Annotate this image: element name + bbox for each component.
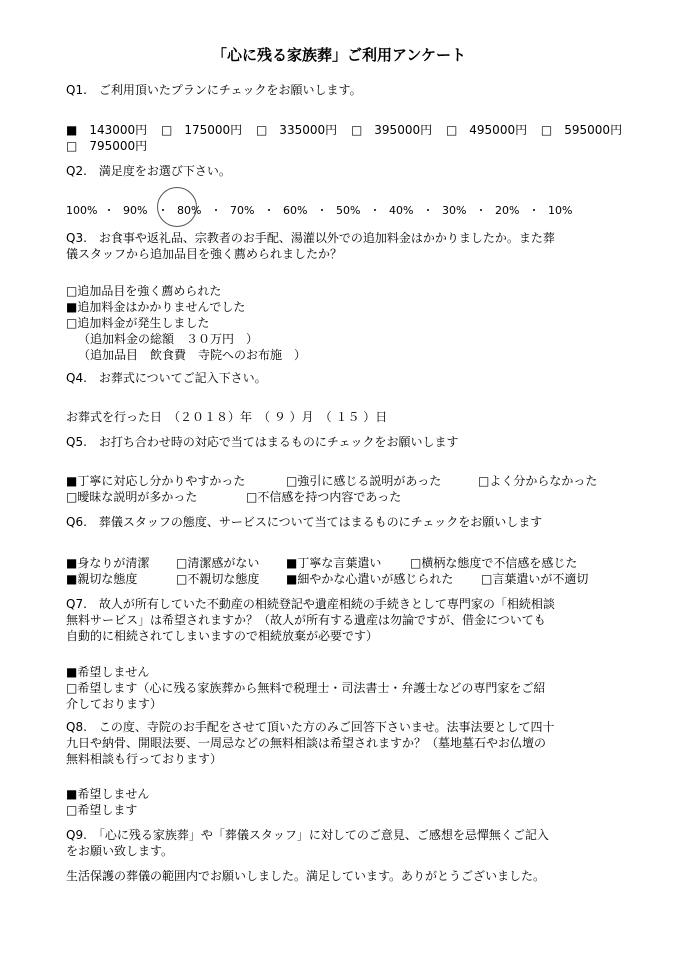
scale-100[interactable]: 100% xyxy=(66,204,98,217)
plan-option-595000[interactable]: □ 595000円 xyxy=(540,123,623,137)
scale-20[interactable]: 20% xyxy=(495,204,520,217)
q7-answer-no[interactable]: ■希望しません xyxy=(66,665,150,679)
scale-dot: ・ xyxy=(369,204,381,217)
scale-70[interactable]: 70% xyxy=(230,204,255,217)
plan-option-495000[interactable]: □ 495000円 xyxy=(445,123,528,137)
q3-question-line2: 儀スタッフから追加品目を強く薦められましたか？ xyxy=(66,247,343,261)
scale-dot: ・ xyxy=(528,204,540,217)
q8-question-line3: 無料相談も行っております） xyxy=(66,752,223,766)
scale-50[interactable]: 50% xyxy=(336,204,361,217)
scale-80[interactable]: 80% xyxy=(177,204,202,217)
scale-dot: ・ xyxy=(422,204,434,217)
scale-dot: ・ xyxy=(103,204,115,217)
q6-clean[interactable]: ■身なりが清潔 xyxy=(66,556,150,570)
scale-dot: ・ xyxy=(475,204,487,217)
scale-dot: ・ xyxy=(157,204,169,217)
q3-extra-total: （追加料金の総額 ３０万円 ） xyxy=(72,332,259,346)
q3-answer-no-extra[interactable]: ■追加料金はかかりませんでした xyxy=(66,300,246,314)
page-title: 「心に残る家族葬」ご利用アンケート xyxy=(211,46,467,64)
q9-answer[interactable]: 生活保護の葬儀の範囲内でお願いしました。満足しています。ありがとうございました。 xyxy=(66,869,546,883)
q5-question: Q5. お打ち合わせ時の対応で当てはまるものにチェックをお願いします xyxy=(66,435,459,449)
q6-unclean[interactable]: □清潔感がない xyxy=(176,556,260,570)
q5-unclear[interactable]: □よく分からなかった xyxy=(478,474,598,488)
q5-pushy[interactable]: □強引に感じる説明があった xyxy=(286,474,442,488)
satisfaction-scale xyxy=(66,203,578,219)
q3-answer-recommended[interactable]: □追加品目を強く薦められた xyxy=(66,284,222,298)
q5-polite[interactable]: ■丁寧に対応し分かりやすかった xyxy=(66,474,246,488)
q4-funeral-date[interactable]: お葬式を行った日 （２０１８）年 （ ９ ）月 （ １５ ）日 xyxy=(66,410,388,424)
scale-90[interactable]: 90% xyxy=(123,204,148,217)
q7-answer-yes-cont: 介しております） xyxy=(66,697,163,711)
q1-options-line1 xyxy=(66,122,632,138)
q3-extra-items: （追加品目 飲食費 寺院へのお布施 ） xyxy=(72,348,307,362)
q8-answer-no[interactable]: ■希望しません xyxy=(66,787,150,801)
q5-ambiguous[interactable]: □曖昧な説明が多かった xyxy=(66,490,198,504)
q7-question-line2: 無料サービス」は希望されますか？（故人が所有する遺産は勿論ですが、借金についても xyxy=(66,613,546,627)
q3-answer-extra[interactable]: □追加料金が発生しました xyxy=(66,316,210,330)
scale-dot: ・ xyxy=(316,204,328,217)
q6-attentive[interactable]: ■細やかな心遣いが感じられた xyxy=(286,572,454,586)
plan-option-143000[interactable]: ■ 143000円 xyxy=(66,123,148,137)
q6-kind[interactable]: ■親切な態度 xyxy=(66,572,138,586)
q6-polite-speech[interactable]: ■丁寧な言葉遣い xyxy=(286,556,382,570)
q8-answer-yes[interactable]: □希望します xyxy=(66,803,138,817)
q7-answer-yes[interactable]: □希望します（心に残る家族葬から無料で税理士・司法書士・弁護士などの専門家をご紹 xyxy=(66,681,546,695)
q9-question-line1: Q9. 「心に残る家族葬」や「葬儀スタッフ」に対してのご意見、ご感想を忌憚無くご記入 xyxy=(66,828,549,842)
q8-question-line1: Q8. この度、寺院のお手配をさせて頂いた方のみご回答下さいませ。法事法要として四十 xyxy=(66,720,555,734)
q5-distrust[interactable]: □不信感を持つ内容であった xyxy=(246,490,402,504)
q9-question-line2: をお願い致します。 xyxy=(66,844,174,858)
scale-10[interactable]: 10% xyxy=(548,204,573,217)
q7-question-line3: 自動的に相続されてしまいますので相続放棄が必要です） xyxy=(66,629,379,643)
plan-option-395000[interactable]: □ 395000円 xyxy=(350,123,433,137)
q1-question: Q1. ご利用頂いたプランにチェックをお願いします。 xyxy=(66,83,362,97)
q4-question: Q4. お葬式についてご記入下さい。 xyxy=(66,371,267,385)
q2-question: Q2. 満足度をお選び下さい。 xyxy=(66,164,231,178)
plan-option-335000[interactable]: □ 335000円 xyxy=(255,123,338,137)
plan-option-795000[interactable]: □ 795000円 xyxy=(66,139,148,153)
q6-question: Q6. 葬儀スタッフの態度、サービスについて当てはまるものにチェックをお願いします xyxy=(66,515,543,529)
scale-30[interactable]: 30% xyxy=(442,204,467,217)
scale-dot: ・ xyxy=(210,204,222,217)
q3-question-line1: Q3. お食事や返礼品、宗教者のお手配、湯灌以外での追加料金はかかりましたか。また葬 xyxy=(66,231,555,245)
scale-60[interactable]: 60% xyxy=(283,204,308,217)
q8-question-line2: 九日や納骨、開眼法要、一周忌などの無料相談は希望されますか？（墓地墓石やお仏壇の xyxy=(66,736,547,750)
scale-dot: ・ xyxy=(263,204,275,217)
q6-unkind[interactable]: □不親切な態度 xyxy=(176,572,260,586)
scale-40[interactable]: 40% xyxy=(389,204,414,217)
plan-option-175000[interactable]: □ 175000円 xyxy=(160,123,243,137)
q6-arrogant[interactable]: □横柄な態度で不信感を感じた xyxy=(410,556,578,570)
q7-question-line1: Q7. 故人が所有していた不動産の相続登記や遺産相続の手続きとして専門家の「相続相談 xyxy=(66,597,555,611)
q6-bad-speech[interactable]: □言葉遣いが不適切 xyxy=(481,572,589,586)
